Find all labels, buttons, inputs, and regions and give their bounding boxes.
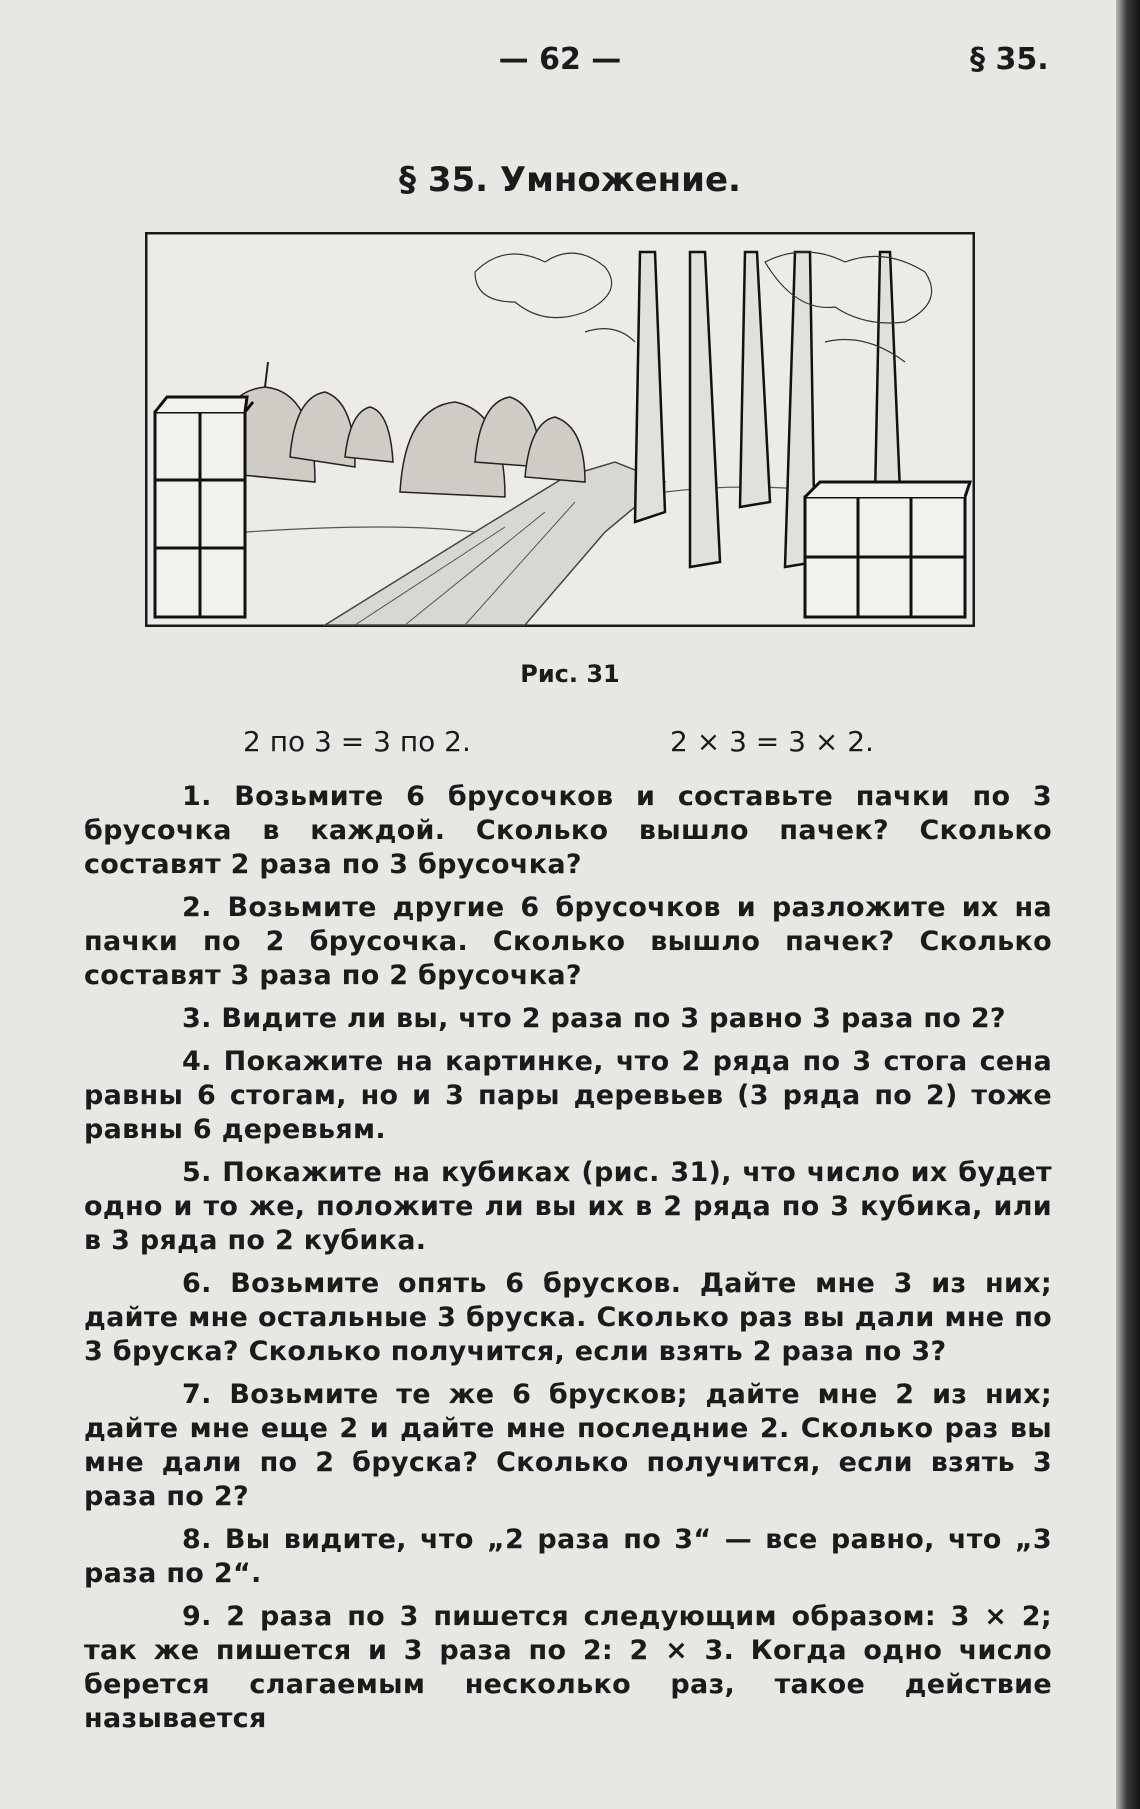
landscape-illustration: [145, 232, 975, 627]
section-title: § 35. Умножение.: [399, 160, 741, 200]
section-reference: § 35.: [970, 42, 1049, 77]
formula-symbols: 2 × 3 = 3 × 2.: [670, 725, 874, 758]
book-binding-shadow: [1116, 0, 1140, 1809]
page-header: [0, 42, 1140, 92]
exercise-list: [84, 780, 1052, 1745]
exercise-7: 7. Возьмите те же 6 брусков; дайте мне 2 из них; дайте мне еще 2 и дайте мне последние 2. Сколько раз вы мне дали по 2 бруска? Сколько получится, если взять 3 раза по 2?: [84, 1379, 1052, 1512]
exercise-4: 4. Покажите на картинке, что 2 ряда по 3 стога сена равны 6 стогам, но и 3 пары деревьев (3 ряда по 2) тоже равны 6 деревьям.: [84, 1046, 1052, 1145]
figure-haystacks-trees-cubes: [145, 232, 975, 631]
exercise-5: 5. Покажите на кубиках (рис. 31), что число их будет одно и то же, положите ли вы их в 2 ряда по 3 кубика, или в 3 ряда по 2 кубика.: [84, 1157, 1052, 1256]
page-number: — 62 —: [498, 42, 622, 77]
exercise-8: 8. Вы видите, что „2 раза по 3“ — все равно, что „3 раза по 2“.: [84, 1524, 1052, 1589]
figure-caption: Рис. 31: [520, 660, 620, 688]
exercise-2: 2. Возьмите другие 6 брусочков и разложите их на пачки по 2 брусочка. Сколько вышло пачек? Сколько составят 3 раза по 2 брусочка?: [84, 892, 1052, 991]
formula-line: [0, 725, 1140, 765]
exercise-6: 6. Возьмите опять 6 брусков. Дайте мне 3 из них; дайте мне остальные 3 бруска. Сколько раз вы дали мне по 3 бруска? Сколько получится, если взять 2 раза по 3?: [84, 1268, 1052, 1367]
formula-words: 2 по 3 = 3 по 2.: [243, 725, 471, 758]
exercise-1: 1. Возьмите 6 брусочков и составьте пачки по 3 брусочка в каждой. Сколько вышло пачек? Сколько составят 2 раза по 3 брусочка?: [84, 781, 1052, 880]
exercise-9: 9. 2 раза по 3 пишется следующим образом: 3 × 2; так же пишется и 3 раза по 2: 2 × 3. Когда одно число берется слагаемым несколько раз, такое действие называется: [84, 1601, 1052, 1734]
exercise-3: 3. Видите ли вы, что 2 раза по 3 равно 3 раза по 2?: [182, 1003, 1006, 1034]
